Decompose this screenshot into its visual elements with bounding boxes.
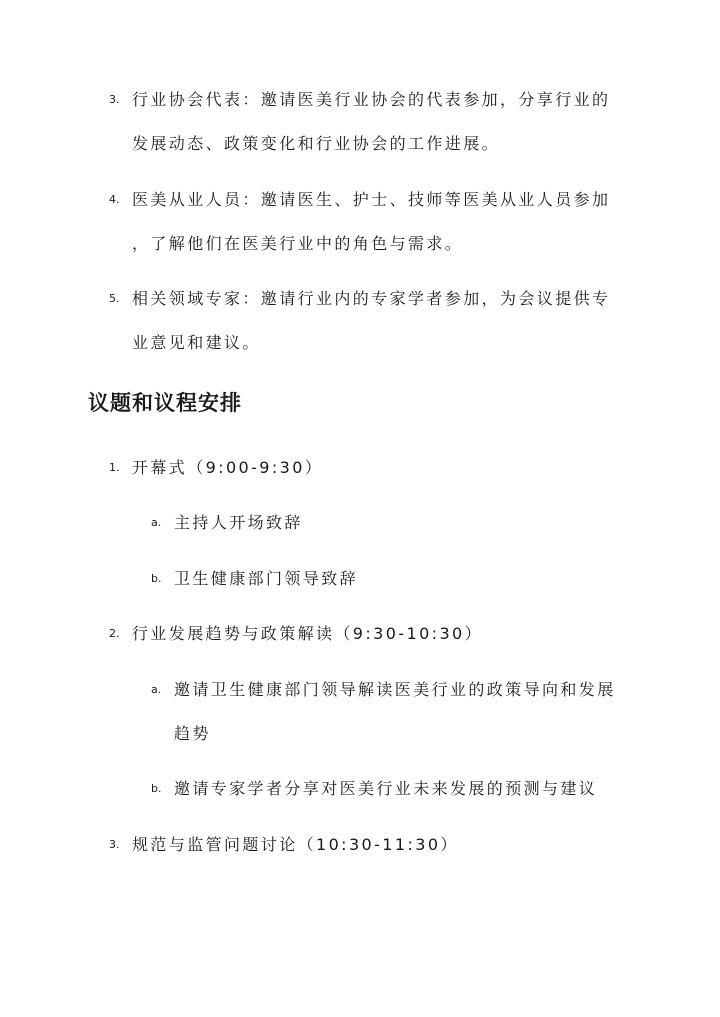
sub-list-letter: b. xyxy=(151,572,162,585)
list-number: 3. xyxy=(109,838,120,851)
list-item-text-line-1: 行业协会代表：邀请医美行业协会的代表参加，分享行业的 xyxy=(132,90,611,109)
sub-list-letter: b. xyxy=(151,782,162,795)
agenda-item-text: 规范与监管问题讨论（10:30-11:30） xyxy=(132,835,459,854)
list-number: 3. xyxy=(109,93,120,106)
sub-item-text-line-1: 邀请卫生健康部门领导解读医美行业的政策导向和发展 xyxy=(174,680,616,699)
sub-item-text: 主持人开场致辞 xyxy=(174,513,303,532)
list-number: 2. xyxy=(109,627,120,640)
sub-item-text: 卫生健康部门领导致辞 xyxy=(174,569,359,588)
sub-item-text-line-2: 趋势 xyxy=(174,724,211,743)
section-heading: 议题和议程安排 xyxy=(88,391,242,415)
list-item-text-line-1: 相关领域专家：邀请行业内的专家学者参加，为会议提供专 xyxy=(132,289,611,308)
list-item-text-line-2: ，了解他们在医美行业中的角色与需求。 xyxy=(132,234,464,253)
sub-list-letter: a. xyxy=(151,683,162,696)
list-number: 4. xyxy=(109,193,120,206)
sub-list-letter: a. xyxy=(151,516,162,529)
list-number: 1. xyxy=(109,461,120,474)
agenda-item-text: 行业发展趋势与政策解读（9:30-10:30） xyxy=(132,624,484,643)
list-number: 5. xyxy=(109,292,120,305)
list-item-text-line-1: 医美从业人员：邀请医生、护士、技师等医美从业人员参加 xyxy=(132,190,611,209)
sub-item-text: 邀请专家学者分享对医美行业未来发展的预测与建议 xyxy=(174,779,598,798)
agenda-item-text: 开幕式（9:00-9:30） xyxy=(132,458,324,477)
list-item-text-line-2: 业意见和建议。 xyxy=(132,333,261,352)
list-item-text-line-2: 发展动态、政策变化和行业协会的工作进展。 xyxy=(132,134,501,153)
